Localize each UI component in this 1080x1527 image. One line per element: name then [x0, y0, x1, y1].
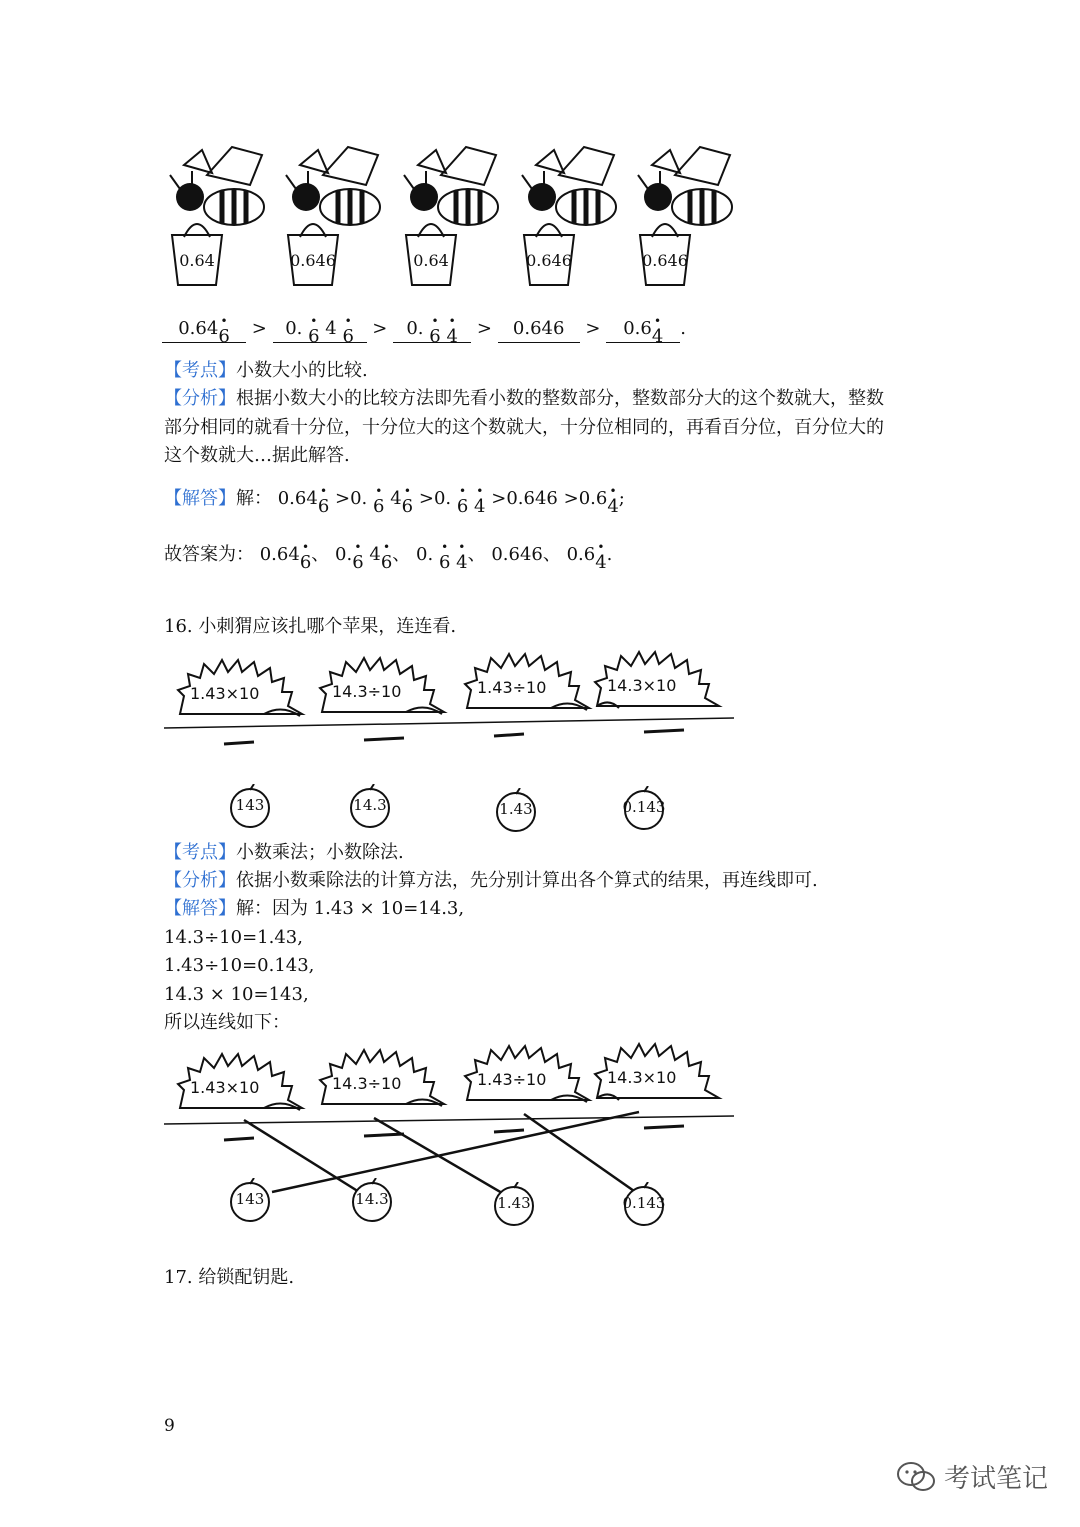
- q16-calc-1: 14.3÷10=1.43,: [164, 927, 303, 948]
- hedgehog-label: 1.43÷10: [477, 1070, 547, 1089]
- apple-label: 0.143: [622, 1194, 666, 1212]
- hedgehog-3: [459, 1042, 609, 1112]
- match-line-4: [272, 1112, 639, 1192]
- q15-final-answer: 故答案为： 0.64 • 6、 0. • 6 4 • 6、 0. • 6 • 4、 0.646、 0.6 • 4.: [164, 540, 613, 573]
- apple-label: 143: [235, 796, 265, 814]
- hedgehog-3: [459, 650, 609, 720]
- answer-blank-1: 0.64 • 6: [162, 316, 246, 343]
- apple-3: [492, 1182, 536, 1226]
- answer-blank-2: 0. • 6 4 • 6: [273, 316, 367, 343]
- q15-fenxi-1: 【分析】根据小数大小的比较方法即先看小数的整数部分，整数部分大的这个数就大，整数: [164, 388, 884, 409]
- bee-bucket-4: [514, 145, 626, 290]
- answer-blank-5: 0.6 • 4: [606, 316, 680, 343]
- hedgehog-figure-2: [164, 1040, 734, 1230]
- apple-1: [228, 1178, 272, 1222]
- q16-conclusion: 所以连线如下：: [164, 1012, 290, 1033]
- bee-bucket-1: [162, 145, 274, 290]
- bucket-label: 0.646: [290, 251, 336, 270]
- apple-4: [622, 1182, 666, 1226]
- bee-bucket-5: [630, 145, 742, 290]
- apple-label: 14.3: [353, 796, 387, 814]
- hedgehog-4: [589, 648, 739, 718]
- apple-label: 1.43: [499, 800, 533, 818]
- q15-kaodian: 【考点】小数大小的比较.: [164, 360, 368, 381]
- q16-calc-3: 14.3 × 10=143,: [164, 984, 309, 1005]
- apple-1: [228, 784, 272, 828]
- answer-blank-4: 0.646: [498, 316, 580, 343]
- hedgehog-label: 1.43×10: [190, 684, 260, 703]
- hedgehog-2: [314, 1046, 464, 1116]
- bucket-label: 0.64: [179, 251, 215, 270]
- page-number: 9: [164, 1416, 175, 1436]
- q15-fenxi-2: 部分相同的就看十分位，十分位大的这个数就大，十分位相同的，再看百分位，百分位大的: [164, 417, 884, 438]
- q16-jieda: 【解答】解：因为 1.43 × 10=14.3,: [164, 898, 465, 919]
- q16-title: 16. 小刺猬应该扎哪个苹果，连连看.: [164, 616, 457, 637]
- q16-calc-2: 1.43÷10=0.143,: [164, 955, 315, 976]
- hedgehog-4: [589, 1040, 739, 1110]
- q17-title: 17. 给锁配钥匙.: [164, 1267, 295, 1288]
- apple-label: 143: [235, 1190, 265, 1208]
- q15-jieda: 【解答】解： 0.64 • 6 >0. • 6 4 • 6 >0. • 6 • 4 >0.646 >0.6 • 4;: [164, 484, 625, 517]
- q16-fenxi: 【分析】依据小数乘除法的计算方法，先分别计算出各个算式的结果，再连线即可.: [164, 870, 818, 891]
- bee-bucket-3: [396, 145, 508, 290]
- hedgehog-figure-1: [164, 648, 734, 838]
- watermark: [896, 1458, 1048, 1495]
- apple-2: [348, 784, 392, 828]
- watermark-text: 考试笔记: [944, 1464, 1049, 1494]
- apple-2: [350, 1178, 394, 1222]
- hedgehog-label: 14.3×10: [607, 1068, 677, 1087]
- bee-bucket-2: [278, 145, 390, 290]
- apple-4: [622, 786, 666, 830]
- wechat-icon: [896, 1460, 936, 1494]
- q15-fenxi-3: 这个数就大…据此解答.: [164, 445, 350, 466]
- bucket-label: 0.646: [642, 251, 688, 270]
- apple-label: 1.43: [497, 1194, 531, 1212]
- hedgehog-1: [172, 1050, 322, 1120]
- apple-label: 14.3: [355, 1190, 389, 1208]
- hedgehog-label: 14.3÷10: [332, 1074, 402, 1093]
- hedgehog-label: 14.3×10: [607, 676, 677, 695]
- answer-line: 0.64 • 6 > 0. • 6 4 • 6 > 0. • 6 • 4 > 0.646 > 0.6 • 4 .: [162, 316, 686, 343]
- q16-kaodian: 【考点】小数乘法；小数除法.: [164, 842, 404, 863]
- hedgehog-2: [314, 654, 464, 724]
- bucket-label: 0.646: [526, 251, 572, 270]
- hedgehog-label: 1.43÷10: [477, 678, 547, 697]
- hedgehog-1: [172, 656, 322, 726]
- apple-3: [494, 788, 538, 832]
- bucket-label: 0.64: [413, 251, 449, 270]
- answer-blank-3: 0. • 6 • 4: [393, 316, 471, 343]
- hedgehog-label: 1.43×10: [190, 1078, 260, 1097]
- apple-label: 0.143: [622, 798, 666, 816]
- hedgehog-label: 14.3÷10: [332, 682, 402, 701]
